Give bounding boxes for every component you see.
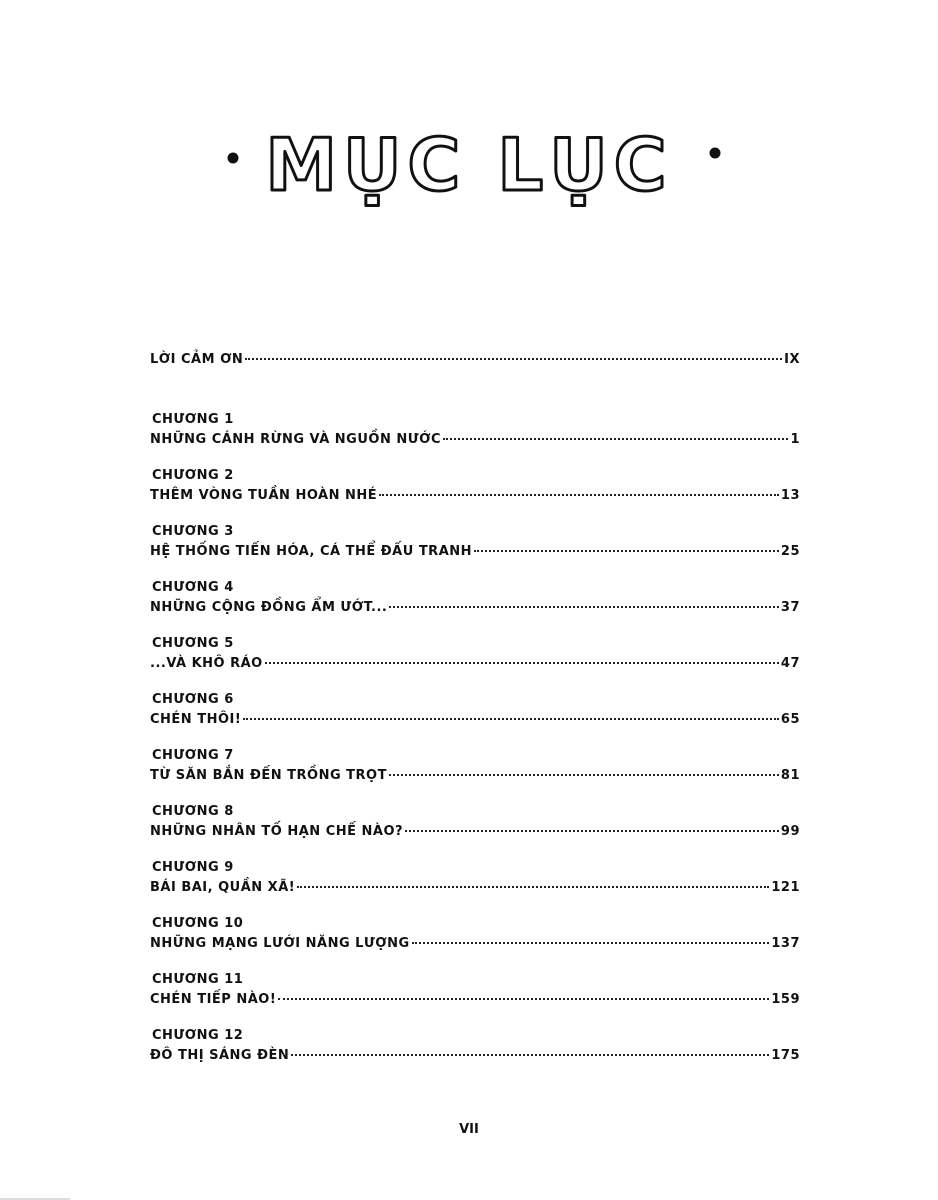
chapter-number: CHƯƠNG 3 xyxy=(152,524,234,539)
dot-leader xyxy=(474,550,779,552)
dot-leader xyxy=(297,886,769,888)
toc-entry[interactable] xyxy=(150,936,800,958)
toc-entry-page: 137 xyxy=(771,936,800,951)
toc-entry-label: TỪ SĂN BẮN ĐẾN TRỒNG TRỌT xyxy=(150,768,387,783)
toc-chapter xyxy=(150,748,800,804)
toc-entry[interactable] xyxy=(150,544,800,566)
toc-entry-label: ĐÔ THỊ SÁNG ĐÈN xyxy=(150,1048,290,1063)
toc-entry[interactable] xyxy=(150,712,800,734)
toc-chapter xyxy=(150,524,800,580)
dot-leader xyxy=(405,830,779,832)
chapter-number: CHƯƠNG 1 xyxy=(152,412,234,427)
toc-entry-page: 37 xyxy=(780,600,800,615)
toc-entry-page: 47 xyxy=(780,656,800,671)
toc-entry-page: 13 xyxy=(780,488,800,503)
toc-entry[interactable] xyxy=(150,488,800,510)
toc-entry[interactable] xyxy=(150,600,800,622)
toc-entry-label: NHỮNG CỘNG ĐỒNG ẨM ƯỚT... xyxy=(150,600,388,615)
toc-entry-page: 175 xyxy=(771,1048,800,1063)
chapter-number: CHƯƠNG 11 xyxy=(152,972,244,987)
toc-entry[interactable] xyxy=(150,1048,800,1070)
title-artwork xyxy=(0,118,938,228)
toc-chapter xyxy=(150,916,800,972)
toc-entry[interactable] xyxy=(150,432,800,454)
toc-chapter xyxy=(150,804,800,860)
toc-chapter xyxy=(150,580,800,636)
dot-leader xyxy=(389,606,779,608)
toc-entry-page: 81 xyxy=(780,768,800,783)
chapter-list xyxy=(150,412,800,1084)
toc-entry-label: NHỮNG MẠNG LƯỚI NĂNG LƯỢNG xyxy=(150,936,410,951)
toc-acknowledgement xyxy=(150,352,800,412)
toc-entry-page: 1 xyxy=(790,432,800,447)
left-bullet-icon xyxy=(229,154,237,162)
chapter-number: CHƯƠNG 7 xyxy=(152,748,234,763)
toc-entry-label: BÁI BAI, QUẦN XÃ! xyxy=(150,880,296,895)
dot-leader xyxy=(389,774,779,776)
chapter-number: CHƯƠNG 10 xyxy=(152,916,244,931)
chapter-number: CHƯƠNG 4 xyxy=(152,580,234,595)
chapter-number: CHƯƠNG 2 xyxy=(152,468,234,483)
dot-leader xyxy=(245,358,782,360)
toc-entry[interactable] xyxy=(150,352,800,374)
toc-chapter xyxy=(150,860,800,916)
page-title: MỤC LỤC xyxy=(265,123,673,207)
chapter-number: CHƯƠNG 6 xyxy=(152,692,234,707)
dot-leader xyxy=(291,1054,769,1056)
dot-leader xyxy=(443,438,788,440)
dot-leader xyxy=(243,718,779,720)
toc-entry-label: NHỮNG NHÂN TỐ HẠN CHẾ NÀO? xyxy=(150,824,404,839)
toc-entry-page: IX xyxy=(784,352,800,367)
toc-chapter xyxy=(150,1028,800,1084)
toc-chapter xyxy=(150,636,800,692)
toc-entry-page: 25 xyxy=(780,544,800,559)
chapter-number: CHƯƠNG 8 xyxy=(152,804,234,819)
toc-entry-label: ...VÀ KHÔ RÁO xyxy=(150,656,263,671)
right-bullet-icon xyxy=(711,149,719,157)
toc-entry-label: LỜI CẢM ƠN xyxy=(150,352,244,367)
toc-entry-label: THÊM VÒNG TUẦN HOÀN NHÉ xyxy=(150,488,378,503)
toc-entry-page: 159 xyxy=(771,992,800,1007)
chapter-number: CHƯƠNG 12 xyxy=(152,1028,244,1043)
page-title-block xyxy=(0,118,938,228)
dot-leader xyxy=(412,942,770,944)
toc-chapter xyxy=(150,692,800,748)
toc-entry-label: CHÉN THÔI! xyxy=(150,712,242,727)
dot-leader xyxy=(379,494,779,496)
toc-entry-page: 121 xyxy=(771,880,800,895)
toc-entry-page: 65 xyxy=(780,712,800,727)
toc-chapter xyxy=(150,972,800,1028)
toc-entry[interactable] xyxy=(150,824,800,846)
toc-chapter xyxy=(150,412,800,468)
toc-entry-label: CHÉN TIẾP NÀO! xyxy=(150,992,277,1007)
toc-entry[interactable] xyxy=(150,656,800,678)
toc-entry[interactable] xyxy=(150,992,800,1014)
toc-chapter xyxy=(150,468,800,524)
table-of-contents xyxy=(150,352,800,1084)
chapter-number: CHƯƠNG 9 xyxy=(152,860,234,875)
dot-leader xyxy=(278,998,769,1000)
toc-entry-page: 99 xyxy=(780,824,800,839)
page-number: VII xyxy=(459,1122,479,1137)
toc-entry-label: HỆ THỐNG TIẾN HÓA, CÁ THỂ ĐẤU TRANH xyxy=(150,544,473,559)
chapter-number: CHƯƠNG 5 xyxy=(152,636,234,651)
dot-leader xyxy=(265,662,779,664)
toc-entry[interactable] xyxy=(150,768,800,790)
toc-entry-label: NHỮNG CÁNH RỪNG VÀ NGUỒN NƯỚC xyxy=(150,432,441,447)
toc-entry[interactable] xyxy=(150,880,800,902)
